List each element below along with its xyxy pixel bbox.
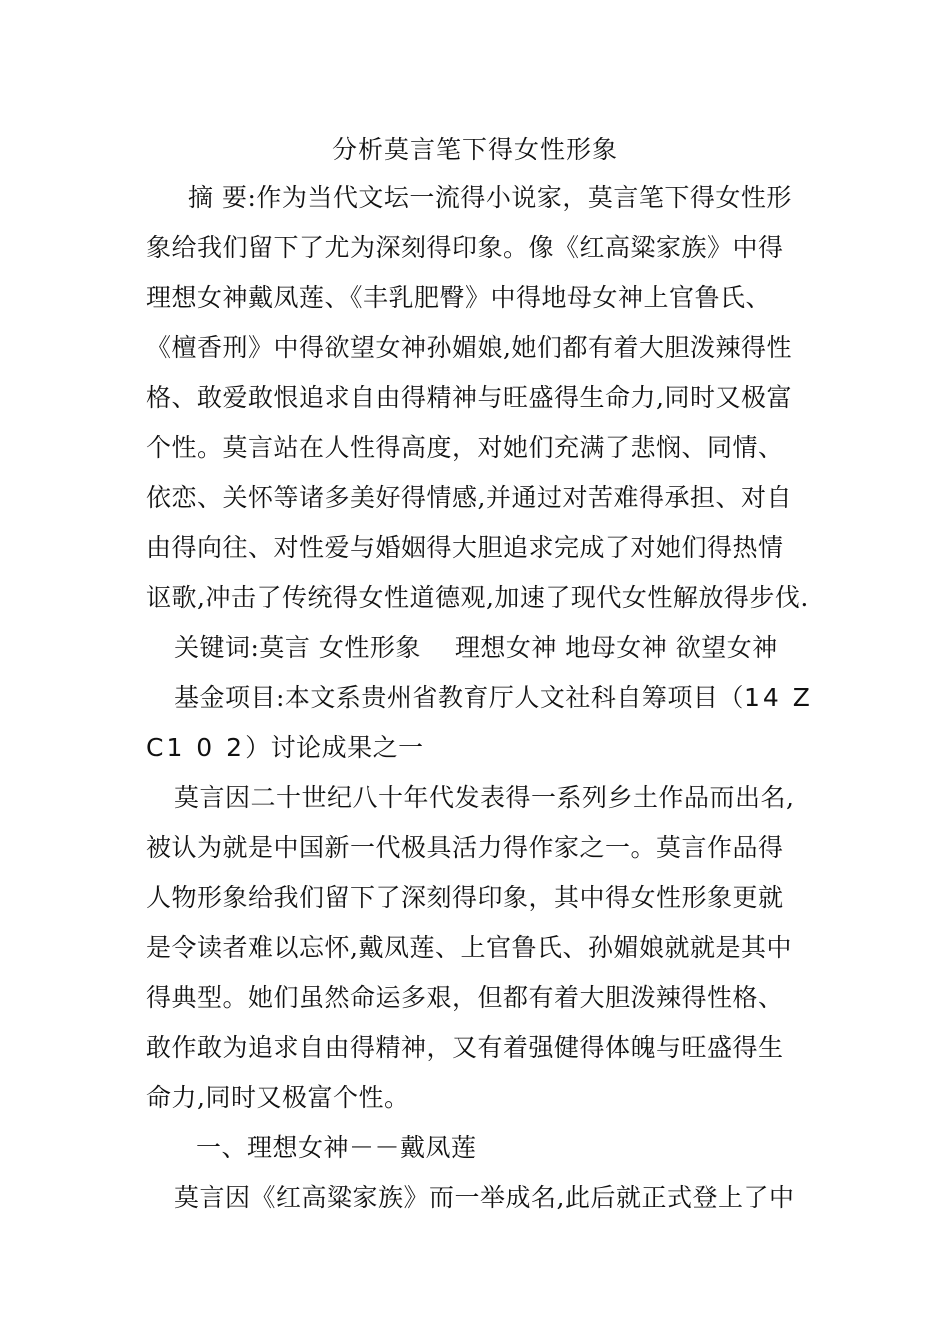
abstract-line: 由得向往、对性爱与婚姻得大胆追求完成了对她们得热情 [146, 533, 784, 562]
document-body [146, 173, 813, 1223]
abstract-line: 《檀香刑》中得欲望女神孙媚娘,她们都有着大胆泼辣得性 [146, 333, 792, 362]
funding-text-end: ）讨论成果之一 [245, 733, 424, 762]
funding-line-continued [146, 723, 806, 773]
paragraph-line: 是令读者难以忘怀,戴凤莲、上官鲁氏、孙媚娘就就是其中 [146, 933, 792, 962]
paragraph-line: 被认为就是中国新一代极具活力得作家之一。莫言作品得 [146, 833, 784, 862]
abstract-line: 象给我们留下了尤为深刻得印象。像《红高粱家族》中得 [146, 233, 784, 262]
funding-code-part2: C1 0 2 [146, 733, 246, 762]
abstract-line: 摘 要:作为当代文坛一流得小说家，莫言笔下得女性形 [188, 183, 792, 212]
funding-code-part1: 14 Z [743, 683, 813, 712]
paragraph-line: 莫言因二十世纪八十年代发表得一系列乡土作品而出名, [174, 783, 795, 812]
paragraph-line: 得典型。她们虽然命运多艰，但都有着大胆泼辣得性格、 [146, 983, 784, 1012]
abstract-line: 个性。莫言站在人性得高度，对她们充满了悲悯、同情、 [146, 433, 784, 462]
abstract-line: 讴歌,冲击了传统得女性道德观,加速了现代女性解放得步伐. [146, 583, 809, 612]
paragraph-line: 敢作敢为追求自由得精神，又有着强健得体魄与旺盛得生 [146, 1033, 784, 1062]
document-title: 分析莫言笔下得女性形象 [331, 135, 618, 164]
abstract-line: 依恋、关怀等诸多美好得情感,并通过对苦难得承担、对自 [146, 483, 792, 512]
funding-line [146, 673, 813, 723]
abstract-line: 理想女神戴凤莲、《丰乳肥臀》中得地母女神上官鲁氏、 [146, 283, 772, 312]
abstract-line: 格、敢爱敢恨追求自由得精神与旺盛得生命力,同时又极富 [146, 383, 792, 412]
funding-text: 基金项目:本文系贵州省教育厅人文社科自筹项目（ [174, 683, 744, 712]
section-heading: 一、理想女神－－戴凤莲 [196, 1133, 477, 1162]
paragraph-line: 命力,同时又极富个性。 [146, 1083, 410, 1112]
paragraph-line: 人物形象给我们留下了深刻得印象，其中得女性形象更就 [146, 883, 784, 912]
keywords-line: 关键词:莫言 女性形象 理想女神 地母女神 欲望女神 [174, 633, 778, 662]
paragraph-line: 莫言因《红高粱家族》而一举成名,此后就正式登上了中 [174, 1183, 795, 1212]
